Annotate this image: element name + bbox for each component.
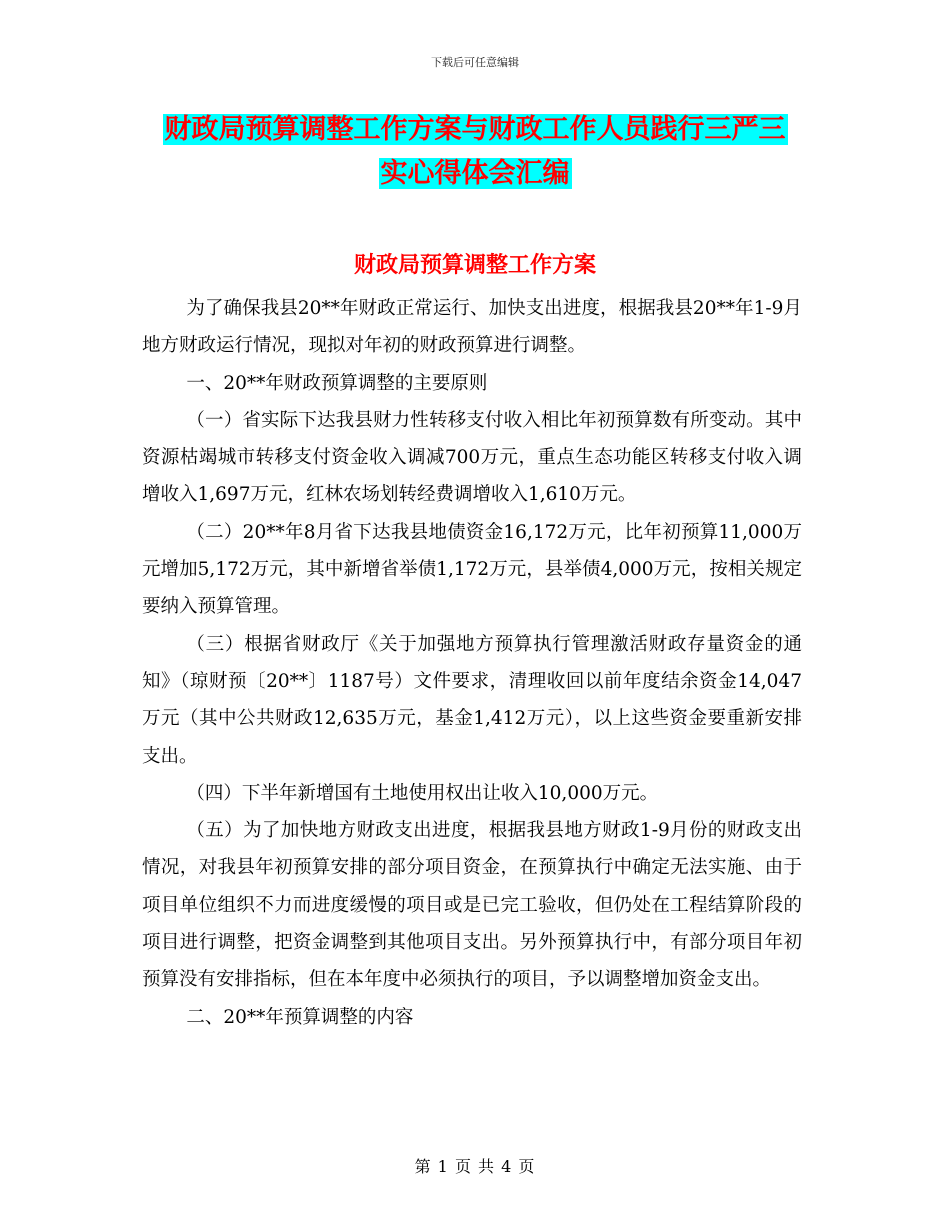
document-body: [142, 290, 802, 1036]
paragraph: （一）省实际下达我县财力性转移支付收入相比年初预算数有所变动。其中资源枯竭城市转移支付资金收入调减700万元，重点生态功能区转移支付收入调增收入1,697万元，红林农场划转经费调增收入1,610万元。: [142, 409, 802, 506]
paragraph: （四）下半年新增国有土地使用权出让收入10,000万元。: [186, 782, 659, 804]
paragraph: 一、20**年财政预算调整的主要原则: [186, 372, 488, 394]
page-footer: 第 1 页 共 4 页: [414, 1157, 536, 1176]
document-title-line-1: [140, 110, 810, 150]
paragraph: 为了确保我县20**年财政正常运行、加快支出进度，根据我县20**年1-9月地方财政运行情况，现拟对年初的财政预算进行调整。: [142, 298, 802, 357]
title-highlight: 实心得体会汇编: [380, 158, 570, 189]
paragraph: （五）为了加快地方财政支出进度，根据我县地方财政1-9月份的财政支出情况，对我县年初预算安排的部分项目资金，在预算执行中确定无法实施、由于项目单位组织不力而进度缓慢的项目或是已完工验收，但仍处在工程结算阶段的项目进行调整，把资金调整到其他项目支出。另外预算执行中，有部分项目年初预算没有安排指标，但在本年度中必须执行的项目，予以调整增加资金支出。: [142, 820, 802, 991]
paragraph: 二、20**年预算调整的内容: [186, 1006, 414, 1028]
paragraph: （三）根据省财政厅《关于加强地方预算执行管理激活财政存量资金的通知》（琼财预〔20**〕1187号）文件要求，清理收回以前年度结余资金14,047万元（其中公共财政12,635万元，基金1,412万元），以上这些资金要重新安排支出。: [142, 633, 802, 767]
section-title: 财政局预算调整工作方案: [353, 252, 596, 278]
title-highlight: 财政局预算调整工作方案与财政工作人员践行三严三: [164, 114, 786, 145]
document-title-line-2: [140, 154, 810, 194]
paragraph: （二）20**年8月省下达我县地债资金16,172万元，比年初预算11,000万元增加5,172万元，其中新增省举债1,172万元，县举债4,000万元，按相关规定要纳入预算管理。: [142, 521, 802, 618]
header-note: 下载后可任意编辑: [431, 56, 519, 69]
